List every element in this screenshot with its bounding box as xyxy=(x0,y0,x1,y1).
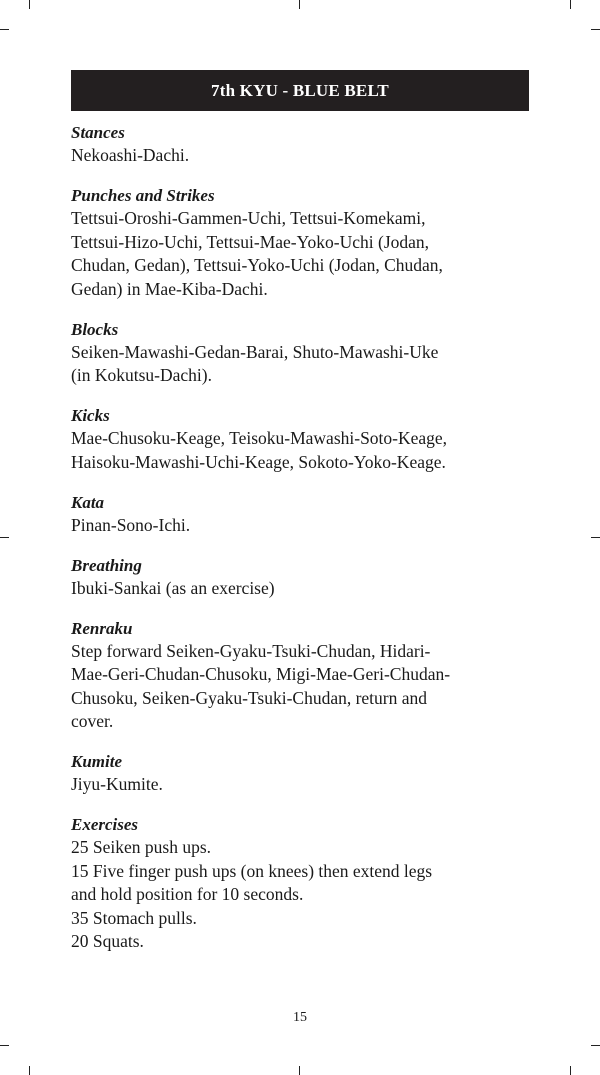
text-line: 20 Squats. xyxy=(71,931,144,951)
text-line: Gedan) in Mae-Kiba-Dachi. xyxy=(71,278,268,299)
crop-mark xyxy=(299,0,300,9)
crop-mark xyxy=(299,1066,300,1075)
section-punches-and-strikes xyxy=(71,184,531,301)
text-line: Pinan-Sono-Ichi. xyxy=(71,514,191,535)
section-body xyxy=(71,836,531,954)
text-line: 35 Stomach pulls. xyxy=(71,907,197,928)
crop-mark xyxy=(0,1045,9,1046)
section-blocks xyxy=(71,318,531,388)
text-line: Haisoku-Mawashi-Uchi-Keage, Sokoto-Yoko-Keage. xyxy=(71,451,446,472)
section-heading: Kata xyxy=(71,492,105,512)
section-heading: Punches and Strikes xyxy=(71,186,215,205)
text-line: (in Kokutsu-Dachi). xyxy=(71,365,212,385)
page-title: 7th KYU - BLUE BELT xyxy=(211,80,389,100)
section-heading: Kicks xyxy=(71,406,110,425)
section-body xyxy=(71,577,531,601)
section-heading: Kumite xyxy=(71,752,123,771)
section-body xyxy=(71,427,531,474)
section-kicks xyxy=(71,404,531,474)
text-line: Tettsui-Oroshi-Gammen-Uchi, Tettsui-Komekami, xyxy=(71,208,426,228)
section-body xyxy=(71,207,531,301)
text-line: Mae-Chusoku-Keage, Teisoku-Mawashi-Soto-Keage, xyxy=(71,428,448,448)
text-line: Chudan, Gedan), Tettsui-Yoko-Uchi (Jodan, Chudan, xyxy=(71,255,443,275)
section-heading: Stances xyxy=(71,123,125,142)
text-line: Ibuki-Sankai (as an exercise) xyxy=(71,577,275,598)
text-line: Seiken-Mawashi-Gedan-Barai, Shuto-Mawashi-Uke xyxy=(71,341,439,362)
section-heading: Breathing xyxy=(71,555,142,575)
text-line: Jiyu-Kumite. xyxy=(71,774,163,794)
crop-mark xyxy=(591,537,600,538)
text-line: 25 Seiken push ups. xyxy=(71,837,211,857)
text-line: Mae-Geri-Chudan-Chusoku, Migi-Mae-Geri-Chudan- xyxy=(71,664,451,684)
section-body xyxy=(71,341,531,388)
section-body xyxy=(71,640,531,734)
text-line: Tettsui-Hizo-Uchi, Tettsui-Mae-Yoko-Uchi (Jodan, xyxy=(71,231,430,252)
crop-mark xyxy=(570,1066,571,1075)
section-exercises xyxy=(71,813,531,954)
section-body xyxy=(71,144,531,168)
crop-mark xyxy=(591,29,600,30)
section-stances xyxy=(71,121,531,168)
crop-mark xyxy=(0,29,9,30)
text-line: Nekoashi-Dachi. xyxy=(71,145,190,165)
crop-mark xyxy=(570,0,571,9)
text-line: cover. xyxy=(71,711,114,731)
section-heading: Blocks xyxy=(71,319,119,339)
section-breathing xyxy=(71,554,531,601)
crop-mark xyxy=(591,1045,600,1046)
section-kumite xyxy=(71,750,531,797)
crop-mark xyxy=(29,1066,30,1075)
section-renraku xyxy=(71,617,531,734)
section-kata xyxy=(71,491,531,538)
text-line: and hold position for 10 seconds. xyxy=(71,884,304,904)
requirements-list xyxy=(71,121,531,970)
section-body xyxy=(71,514,531,538)
text-line: 15 Five finger push ups (on knees) then extend legs xyxy=(71,860,433,881)
crop-mark xyxy=(29,0,30,9)
section-body xyxy=(71,773,531,797)
crop-mark xyxy=(0,537,9,538)
page-number: 15 xyxy=(293,1010,307,1025)
text-line: Step forward Seiken-Gyaku-Tsuki-Chudan, Hidari- xyxy=(71,640,431,661)
section-heading: Exercises xyxy=(71,815,139,834)
section-heading: Renraku xyxy=(71,618,133,638)
text-line: Chusoku, Seiken-Gyaku-Tsuki-Chudan, return and xyxy=(71,687,428,708)
page-title-banner xyxy=(71,70,529,111)
